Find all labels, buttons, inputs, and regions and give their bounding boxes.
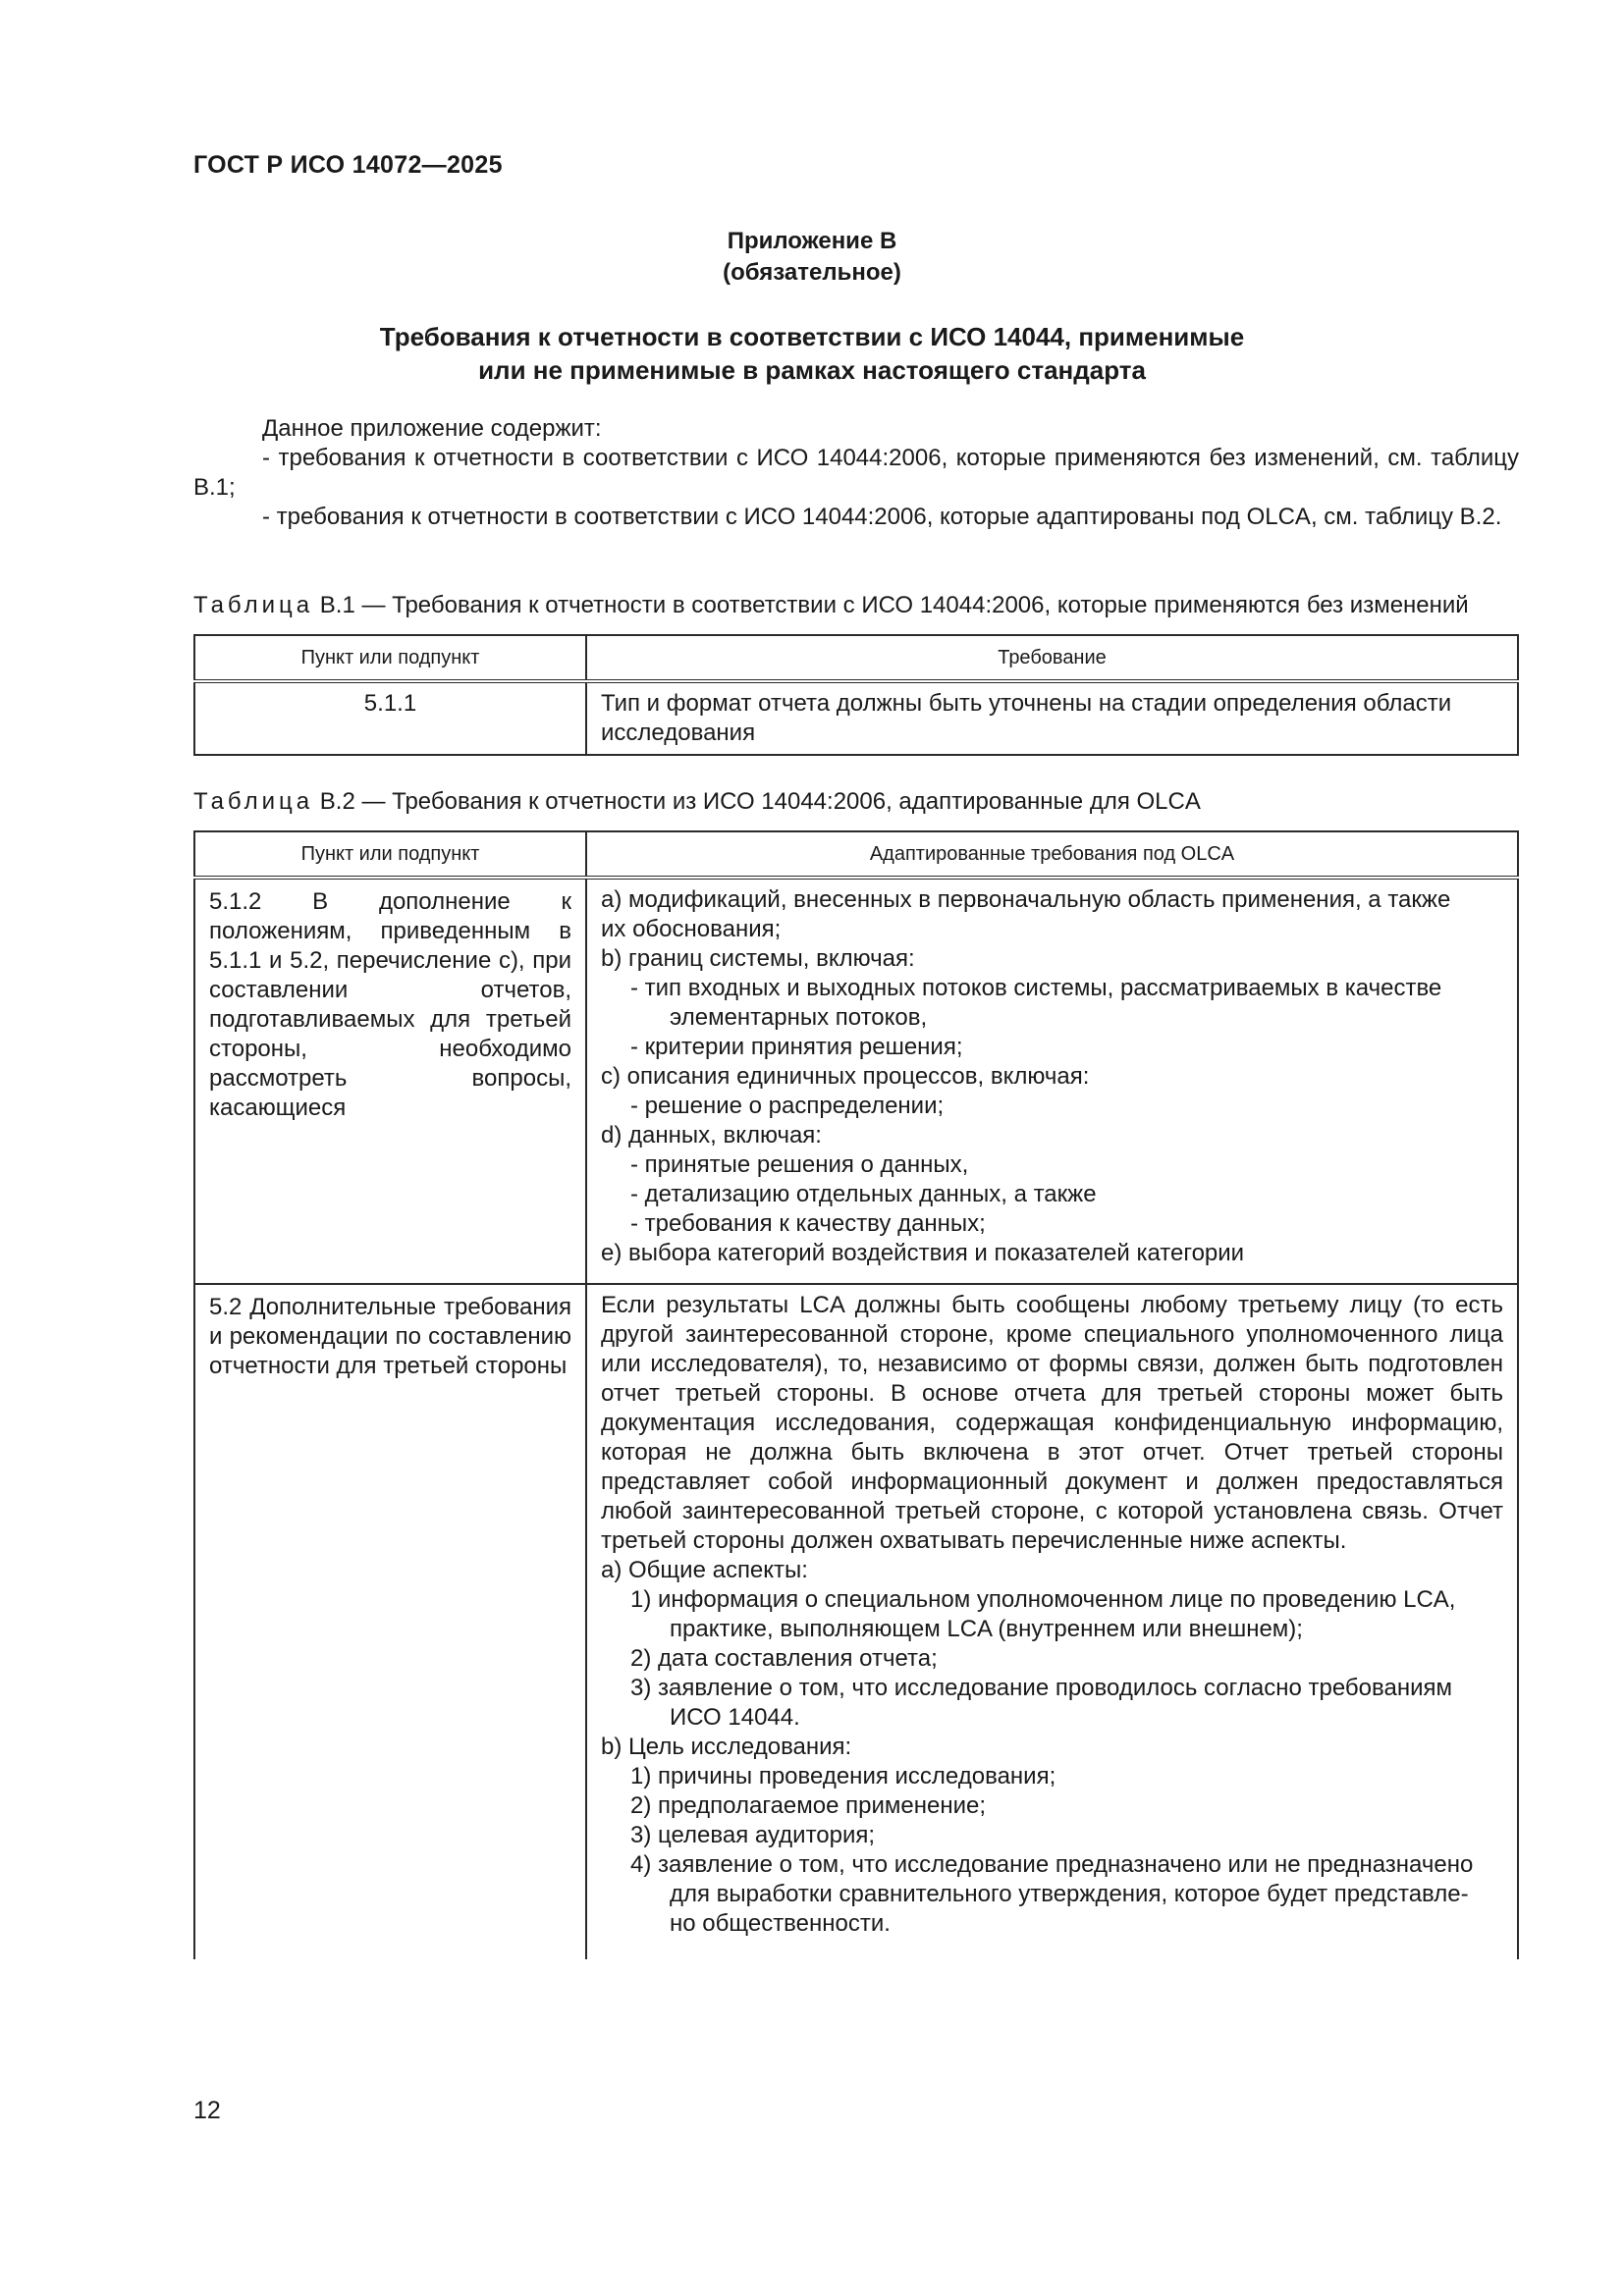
requirement-paragraph: Если результаты LCA должны быть сообщены любому третьему лицу (то есть другой заинтересованной стороне, кроме специального уполномоченного лица или исследователя), то, независимо от формы связи, должен быть подготовлен отчет третьей стороны. В основе отчета для третьей стороны может быть документация исследования, содержащая конфиденциальную информацию, которая не должна быть включена в этот отчет. Отчет третьей стороны представляет собой информационный документ и должен предоставляться любой заинтересованной третьей стороне, с которой установлена связь. Отчет третьей стороны должен охватывать перечисленные ниже аспекты. — [601, 1292, 1503, 1555]
requirement-cell — [586, 681, 1518, 755]
requirement-line: 3) заявление о том, что исследование проводилось согласно требованиям — [630, 1675, 1452, 1702]
requirement-line: 1) информация о специальном уполномоченном лице по проведению LCA, — [630, 1586, 1456, 1614]
annex-title: Приложение В — [727, 228, 897, 254]
requirement-line: исследования — [601, 720, 756, 746]
requirement-line: элементарных потоков, — [670, 1004, 928, 1031]
table-1-caption — [193, 592, 1469, 619]
requirement-line: их обоснования; — [601, 916, 782, 942]
requirement-cell — [586, 1284, 1518, 1959]
requirement-line: практике, выполняющем LCA (внутреннем или внешнем); — [670, 1616, 1303, 1643]
intro-list-item: - требования к отчетности в соответствии с ИСО 14044:2006, которые адаптированы под OLCA, см. таблицу В.2. — [262, 504, 1502, 530]
table-row — [194, 681, 1518, 755]
annex-heading — [0, 320, 1624, 387]
requirement-line: b) Цель исследования: — [601, 1734, 852, 1761]
requirement-line: для выработки сравнительного утверждения, которое будет представле- — [670, 1881, 1469, 1908]
table-1 — [193, 634, 1519, 756]
requirement-line: - требования к качеству данных; — [630, 1210, 986, 1237]
clause-cell: 5.2 Дополнительные требования и рекомендации по составлению отчетности для третьей стороны — [194, 1284, 586, 1959]
document-code: ГОСТ Р ИСО 14072—2025 — [193, 151, 503, 179]
intro-paragraph: Данное приложение содержит: — [262, 415, 602, 442]
table-header-cell: Адаптированные требования под OLCA — [586, 831, 1518, 878]
intro-text — [193, 414, 1519, 532]
requirement-line: 2) дата составления отчета; — [630, 1645, 938, 1673]
table-header-cell: Пункт или подпункт — [194, 635, 586, 681]
requirement-line: 3) целевая аудитория; — [630, 1822, 876, 1849]
requirement-line: a) Общие аспекты: — [601, 1557, 808, 1584]
table-2 — [193, 830, 1519, 1959]
requirement-line: 1) причины проведения исследования; — [630, 1763, 1056, 1790]
requirement-line: но общественности. — [670, 1910, 891, 1938]
requirement-line: a) модификаций, внесенных в первоначальную область применения, а также — [601, 886, 1451, 913]
requirement-line: - критерии принятия решения; — [630, 1034, 963, 1060]
requirement-line: 2) предполагаемое применение; — [630, 1792, 987, 1820]
clause-cell: 5.1.1 — [194, 681, 586, 755]
annex-heading-line-2: или не применимые в рамках настоящего стандарта — [478, 355, 1146, 385]
table-header-cell: Пункт или подпункт — [194, 831, 586, 878]
clause-cell: 5.1.2 В дополнение к положениям, приведенным в 5.1.1 и 5.2, перечисление с), при составлении отчетов, подготавливаемых для третьей стороны, необходимо рассмотреть вопросы, касающиеся — [194, 878, 586, 1284]
requirement-line: 4) заявление о том, что исследование предназначено или не предназначено — [630, 1851, 1474, 1879]
table-2-caption — [193, 788, 1201, 816]
requirement-line: ИСО 14044. — [670, 1704, 800, 1732]
table-header-cell: Требование — [586, 635, 1518, 681]
table-row — [194, 1284, 1518, 1959]
requirement-line: - детализацию отдельных данных, а также — [630, 1181, 1097, 1207]
caption-word: Таблица — [193, 592, 314, 618]
annex-heading-line-1: Требования к отчетности в соответствии с ИСО 14044, применимые — [379, 322, 1245, 351]
annex-status: (обязательное) — [723, 259, 901, 286]
table-row — [194, 878, 1518, 1284]
caption-word: Таблица — [193, 788, 314, 815]
requirement-line: b) границ системы, включая: — [601, 945, 915, 972]
intro-list-item: - требования к отчетности в соответствии с ИСО 14044:2006, которые применяются без изменений, см. таблицу В.1; — [193, 445, 1519, 501]
requirement-line: - решение о распределении; — [630, 1093, 945, 1119]
page-number: 12 — [193, 2097, 221, 2124]
requirement-line: Тип и формат отчета должны быть уточнены на стадии определения области — [601, 690, 1452, 717]
requirement-line: d) данных, включая: — [601, 1122, 822, 1148]
requirement-line: - тип входных и выходных потоков системы, рассматриваемых в качестве — [630, 975, 1442, 1001]
caption-text: В.1 — Требования к отчетности в соответствии с ИСО 14044:2006, которые применяются без изменений — [319, 592, 1469, 618]
requirement-line: c) описания единичных процессов, включая: — [601, 1063, 1090, 1090]
requirement-line: - принятые решения о данных, — [630, 1151, 969, 1178]
requirement-line: e) выбора категорий воздействия и показателей категории — [601, 1240, 1245, 1266]
requirement-cell — [586, 878, 1518, 1284]
caption-text: В.2 — Требования к отчетности из ИСО 14044:2006, адаптированные для OLCA — [319, 788, 1201, 815]
